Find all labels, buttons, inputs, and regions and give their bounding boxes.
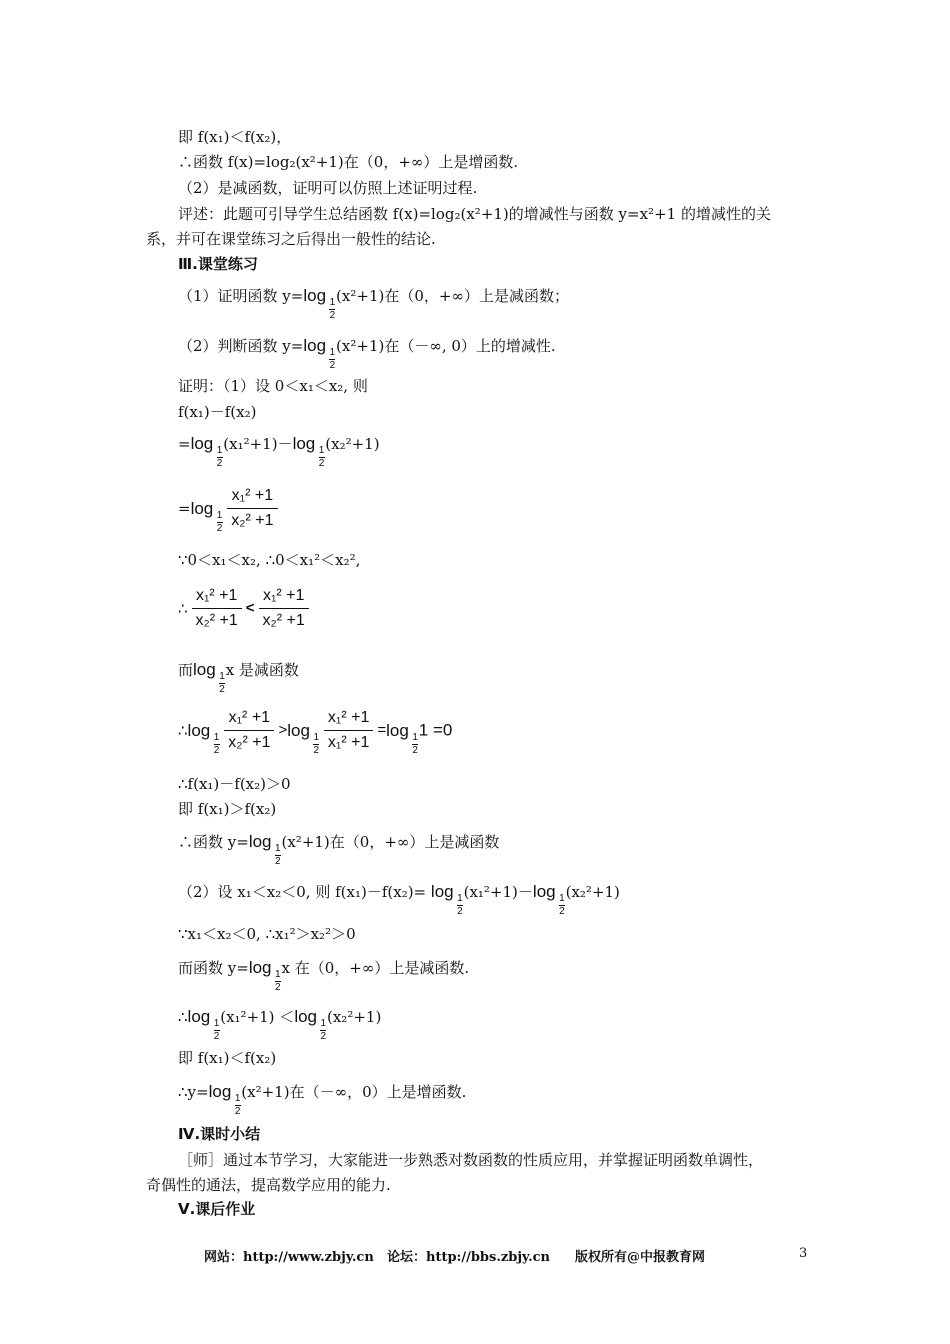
text-line: 评述：此题可引导学生总结函数 f(x)=log₂(x²+1)的增减性与函数 y=x²+1 的增减性的关 bbox=[178, 205, 771, 223]
text-line: 即 f(x₁)＞f(x₂) bbox=[178, 800, 277, 818]
text-line: 证明：（1）设 0＜x₁＜x₂, 则 bbox=[178, 377, 368, 395]
math-line: ∴ $\frac{\text{x₁² +1}}{\text{x₂² +1}}$ < $\frac{\text{x₁² +1}}{\text{x₂² +1}}$ bbox=[178, 584, 313, 633]
section-heading: Ⅲ.课堂练习 bbox=[178, 255, 258, 273]
text-line: 即 f(x₁)＜f(x₂) bbox=[178, 1049, 277, 1067]
text-line: ［师］通过本节学习，大家能进一步熟悉对数函数的性质应用，并掌握证明函数单调性， bbox=[178, 1151, 764, 1169]
math-line: ∴log 1 2 $\frac{\text{x₁² +1}}{\text{x₂² +1}}$ >log 1 2 $\frac{\text{x₁² +1}}{\text{x₁² +1}}$ =log 1 2 1 =0 bbox=[178, 706, 452, 755]
math-line: （2）设 x₁＜x₂＜0, 则 f(x₁)－f(x₂)= log 1 2 (x₁²+1)－log 1 2 (x₂²+1) bbox=[178, 882, 620, 917]
page-number: 3 bbox=[799, 1246, 808, 1261]
log-half: log 1 2 bbox=[386, 720, 418, 756]
log-half: log 1 2 bbox=[248, 832, 281, 867]
log-half: log 1 2 bbox=[187, 720, 220, 756]
log-half: log 1 2 bbox=[287, 720, 320, 756]
text-line: ∵x₁＜x₂＜0, ∴x₁²＞x₂²＞0 bbox=[178, 925, 356, 943]
text-line: 即 f(x₁)＜f(x₂)， bbox=[178, 128, 292, 146]
math-line: ∴y=log 1 2 (x²+1)在（－∞，0）上是增函数. bbox=[178, 1082, 467, 1117]
log-half: log 1 2 bbox=[303, 336, 336, 371]
math-line: ∴函数 y=log 1 2 (x²+1)在（0，+∞）上是减函数 bbox=[178, 832, 500, 867]
math-line: =log 1 2 $\frac{\text{x₁² +1}}{\text{x₂² +1}}$ bbox=[178, 484, 282, 533]
exercise-2: （2）判断函数 y=log 1 2 (x²+1)在（－∞, 0）上的增减性. bbox=[178, 336, 556, 371]
text-line: 系，并可在课堂练习之后得出一般性的结论. bbox=[146, 230, 436, 248]
fraction: $\frac{\text{x₁² +1}}{\text{x₂² +1}}$ bbox=[227, 484, 277, 533]
log-half: log 1 2 bbox=[532, 882, 565, 917]
text-line: 奇偶性的通法，提高数学应用的能力. bbox=[146, 1176, 391, 1194]
math-line: ∴log 1 2 (x₁²+1) ＜log 1 2 (x₂²+1) bbox=[178, 1007, 382, 1042]
section-heading: Ⅴ.课后作业 bbox=[178, 1200, 256, 1218]
log-half: log 1 2 bbox=[248, 958, 281, 993]
footer-forum: 论坛：http://bbs.zbjy.cn bbox=[387, 1250, 551, 1265]
math-line: =log 1 2 (x₁²+1)－log 1 2 (x₂²+1) bbox=[178, 434, 380, 469]
footer-site: 网站：http://www.zbjy.cn bbox=[204, 1250, 374, 1265]
text-line: f(x₁)－f(x₂) bbox=[178, 403, 257, 421]
fraction: $\frac{\text{x₁² +1}}{\text{x₂² +1}}$ bbox=[192, 584, 242, 633]
footer-copyright: 版权所有@中报教育网 bbox=[575, 1250, 706, 1265]
text-line: ∴f(x₁)－f(x₂)＞0 bbox=[178, 775, 291, 793]
log-half: log 1 2 bbox=[193, 660, 225, 695]
section-heading: Ⅳ.课时小结 bbox=[178, 1125, 261, 1143]
text-line: ∵0＜x₁＜x₂, ∴0＜x₁²＜x₂², bbox=[178, 551, 361, 569]
log-half: log 1 2 bbox=[430, 882, 463, 917]
text-line: ∴函数 f(x)=log₂(x²+1)在（0，+∞）上是增函数. bbox=[178, 153, 519, 171]
math-line: 而log 1 2 x 是减函数 bbox=[178, 660, 299, 695]
log-half: log 1 2 bbox=[190, 434, 223, 469]
log-half: log 1 2 bbox=[190, 498, 223, 534]
log-half: log 1 2 bbox=[292, 434, 325, 469]
log-half: log 1 2 bbox=[187, 1007, 220, 1042]
text-line: （2）是减函数，证明可以仿照上述证明过程. bbox=[178, 179, 478, 197]
log-half: log 1 2 bbox=[294, 1007, 327, 1042]
math-line: 而函数 y=log 1 2 x 在（0，+∞）上是减函数. bbox=[178, 958, 470, 993]
log-half: log 1 2 bbox=[303, 286, 336, 321]
exercise-1: （1）证明函数 y=log 1 2 (x²+1)在（0，+∞）上是减函数； bbox=[178, 286, 569, 321]
fraction: $\frac{\text{x₁² +1}}{\text{x₁² +1}}$ bbox=[324, 706, 373, 755]
log-half: log 1 2 bbox=[208, 1082, 241, 1117]
fraction: $\frac{\text{x₁² +1}}{\text{x₂² +1}}$ bbox=[224, 706, 274, 755]
fraction: $\frac{\text{x₁² +1}}{\text{x₂² +1}}$ bbox=[259, 584, 309, 633]
